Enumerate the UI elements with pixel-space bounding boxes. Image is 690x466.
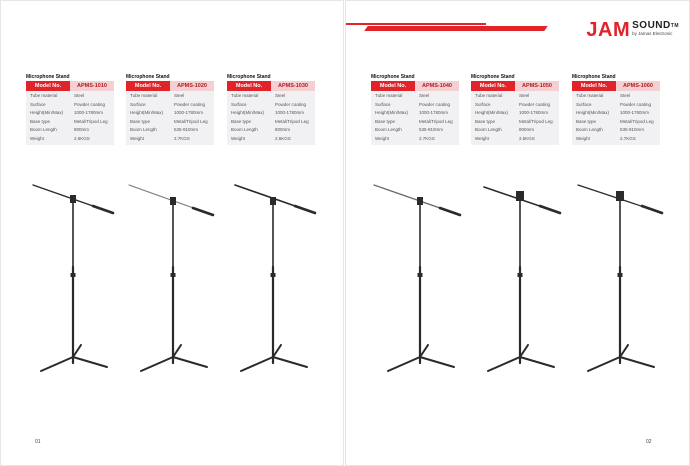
model-bar [572, 81, 660, 91]
spec-value: 535-910mm [419, 127, 444, 132]
spec-key: Boom Length [475, 127, 502, 132]
model-number: APMS-1050 [515, 81, 559, 91]
spec-value: 2.5KGS [275, 135, 291, 141]
spec-rows [471, 91, 559, 145]
spec-value: Metal/Tripod Leg [174, 118, 208, 124]
spec-section-heading: Microphone Stand [227, 74, 271, 80]
spec-rows [227, 91, 315, 145]
model-no-label: Model No. [26, 81, 70, 91]
spec-row-tube-material [227, 92, 315, 101]
spec-table-apms-1050 [471, 73, 559, 145]
brand-logo-sound-word: SOUND [632, 20, 671, 31]
spec-row-boom-length [26, 126, 114, 135]
spec-row-tube-material [471, 92, 559, 101]
spec-key: Weight [375, 135, 389, 141]
spec-row-surface [227, 101, 315, 110]
spec-row-tube-material [126, 92, 214, 101]
spec-value: 535-910mm [620, 127, 645, 132]
spec-key: Weight [475, 135, 489, 141]
model-no-label: Model No. [572, 81, 616, 91]
spec-key: Boom Length [130, 127, 157, 132]
spec-row-tube-material [371, 92, 459, 101]
model-bar [371, 81, 459, 91]
spec-key: Tube material [30, 93, 58, 98]
spec-key: Base type [231, 118, 252, 124]
spec-rows [371, 91, 459, 145]
spec-key: Weight [30, 135, 44, 141]
model-number: APMS-1040 [415, 81, 459, 91]
brand-logo [586, 21, 679, 39]
brand-logo-sound [632, 21, 679, 31]
spec-value: Steel [74, 93, 85, 98]
spec-value: Powder coating [174, 101, 206, 107]
spec-rows [26, 91, 114, 145]
spec-key: Tube material [576, 93, 604, 98]
spec-value: Powder coating [620, 101, 652, 107]
spec-value: 800mm [275, 127, 291, 132]
spec-value: 2.7KGS [419, 135, 435, 141]
model-bar [471, 81, 559, 91]
spec-rows [126, 91, 214, 145]
spec-row-surface [572, 101, 660, 110]
spec-row-boom-length [572, 126, 660, 135]
spec-row-base-type [471, 118, 559, 127]
spec-value: 1000-1780mm [74, 110, 104, 115]
spec-value: Metal/Tripod Leg [74, 118, 108, 124]
model-number: APMS-1010 [70, 81, 114, 91]
spec-row-height [126, 109, 214, 118]
spec-row-weight [126, 135, 214, 144]
model-no-label: Model No. [227, 81, 271, 91]
trademark-mark: TM [670, 23, 679, 29]
brand-logo-sound-block [632, 21, 679, 37]
spec-key: Height(Min/Max) [130, 110, 164, 115]
spec-key: Surface [231, 101, 247, 107]
spec-section-heading: Microphone Stand [126, 74, 170, 80]
spec-row-weight [227, 135, 315, 144]
spec-value: 800mm [74, 127, 90, 132]
model-number: APMS-1030 [271, 81, 315, 91]
spec-key: Height(Min/Max) [576, 110, 610, 115]
spec-key: Tube material [475, 93, 503, 98]
brand-tagline: by Jamas Electronic [632, 31, 673, 36]
model-bar [126, 81, 214, 91]
model-no-label: Model No. [371, 81, 415, 91]
spec-row-surface [26, 101, 114, 110]
spec-key: Tube material [130, 93, 158, 98]
spec-value: Steel [174, 93, 185, 98]
microphone-stand-image-apms-1020 [121, 177, 221, 377]
spec-row-boom-length [126, 126, 214, 135]
spec-row-weight [26, 135, 114, 144]
spec-value: 1000-1780mm [275, 110, 305, 115]
spec-value: 2.7KGS [174, 135, 190, 141]
spec-row-boom-length [471, 126, 559, 135]
microphone-stand-image-apms-1060 [568, 177, 668, 377]
spec-table-apms-1060 [572, 73, 660, 145]
spec-key: Boom Length [30, 127, 57, 132]
spec-value: Metal/Tripod Leg [519, 118, 553, 124]
spec-key: Height(Min/Max) [231, 110, 265, 115]
spec-key: Height(Min/Max) [475, 110, 509, 115]
spec-row-weight [471, 135, 559, 144]
spec-value: 2.7KGS [620, 135, 636, 141]
spec-row-tube-material [572, 92, 660, 101]
spec-key: Base type [375, 118, 396, 124]
spec-row-tube-material [26, 92, 114, 101]
spec-key: Boom Length [576, 127, 603, 132]
spec-value: 1000-1780mm [620, 110, 650, 115]
spec-value: Steel [620, 93, 631, 98]
spec-row-height [371, 109, 459, 118]
spec-row-surface [471, 101, 559, 110]
spec-key: Surface [375, 101, 391, 107]
spec-key: Boom Length [231, 127, 258, 132]
spec-table-apms-1020 [126, 73, 214, 145]
model-number: APMS-1020 [170, 81, 214, 91]
spec-value: 1000-1780mm [174, 110, 204, 115]
microphone-stand-image-apms-1050 [468, 177, 568, 377]
spec-key: Surface [475, 101, 491, 107]
spec-value: Steel [419, 93, 430, 98]
spec-key: Base type [475, 118, 496, 124]
spec-key: Boom Length [375, 127, 402, 132]
spec-key: Weight [231, 135, 245, 141]
spec-key: Surface [130, 101, 146, 107]
spec-rows [572, 91, 660, 145]
spec-value: 535-910mm [174, 127, 199, 132]
spec-section-heading: Microphone Stand [371, 74, 415, 80]
spec-row-height [26, 109, 114, 118]
spec-section-heading: Microphone Stand [26, 74, 70, 80]
spec-value: Metal/Tripod Leg [275, 118, 309, 124]
spec-row-weight [572, 135, 660, 144]
header-stripe [364, 26, 548, 31]
spec-value: 800mm [519, 127, 535, 132]
brand-logo-jam: JAM [586, 19, 631, 41]
spec-key: Weight [576, 135, 590, 141]
catalog-page-right [345, 0, 690, 466]
spec-value: 2.5KGS [519, 135, 535, 141]
spec-key: Height(Min/Max) [30, 110, 64, 115]
page-number: 02 [646, 439, 652, 445]
spec-key: Surface [576, 101, 592, 107]
spec-key: Base type [576, 118, 597, 124]
spec-row-surface [126, 101, 214, 110]
spec-row-base-type [572, 118, 660, 127]
catalog-page-left [0, 0, 344, 466]
spec-value: Metal/Tripod Leg [419, 118, 453, 124]
model-no-label: Model No. [471, 81, 515, 91]
spec-row-weight [371, 135, 459, 144]
spec-row-base-type [227, 118, 315, 127]
spec-value: Powder coating [74, 101, 106, 107]
spec-row-boom-length [227, 126, 315, 135]
spec-value: 1000-1780mm [519, 110, 549, 115]
spec-value: Powder coating [519, 101, 551, 107]
spec-table-apms-1030 [227, 73, 315, 145]
spec-key: Tube material [375, 93, 403, 98]
model-bar [227, 81, 315, 91]
model-no-label: Model No. [126, 81, 170, 91]
microphone-stand-image-apms-1040 [368, 177, 468, 377]
spec-key: Tube material [231, 93, 259, 98]
spec-row-boom-length [371, 126, 459, 135]
spec-value: Steel [275, 93, 286, 98]
spec-value: 1000-1780mm [419, 110, 449, 115]
spec-row-surface [371, 101, 459, 110]
spec-section-heading: Microphone Stand [471, 74, 515, 80]
spec-key: Weight [130, 135, 144, 141]
spec-table-apms-1010 [26, 73, 114, 145]
spec-value: Steel [519, 93, 530, 98]
spec-value: Powder coating [275, 101, 307, 107]
spec-table-apms-1040 [371, 73, 459, 145]
spec-section-heading: Microphone Stand [572, 74, 616, 80]
spec-key: Surface [30, 101, 46, 107]
microphone-stand-image-apms-1010 [21, 177, 121, 377]
page-number: 01 [35, 439, 41, 445]
spec-row-base-type [371, 118, 459, 127]
spec-row-base-type [126, 118, 214, 127]
model-bar [26, 81, 114, 91]
model-number: APMS-1060 [616, 81, 660, 91]
header-stripe-thin [346, 23, 486, 25]
spec-key: Height(Min/Max) [375, 110, 409, 115]
spec-key: Base type [130, 118, 151, 124]
spec-row-base-type [26, 118, 114, 127]
spec-value: Powder coating [419, 101, 451, 107]
spec-row-height [572, 109, 660, 118]
spec-value: Metal/Tripod Leg [620, 118, 654, 124]
spec-value: 2.5KGS [74, 135, 90, 141]
spec-row-height [227, 109, 315, 118]
microphone-stand-image-apms-1030 [221, 177, 321, 377]
spec-key: Base type [30, 118, 51, 124]
spec-row-height [471, 109, 559, 118]
